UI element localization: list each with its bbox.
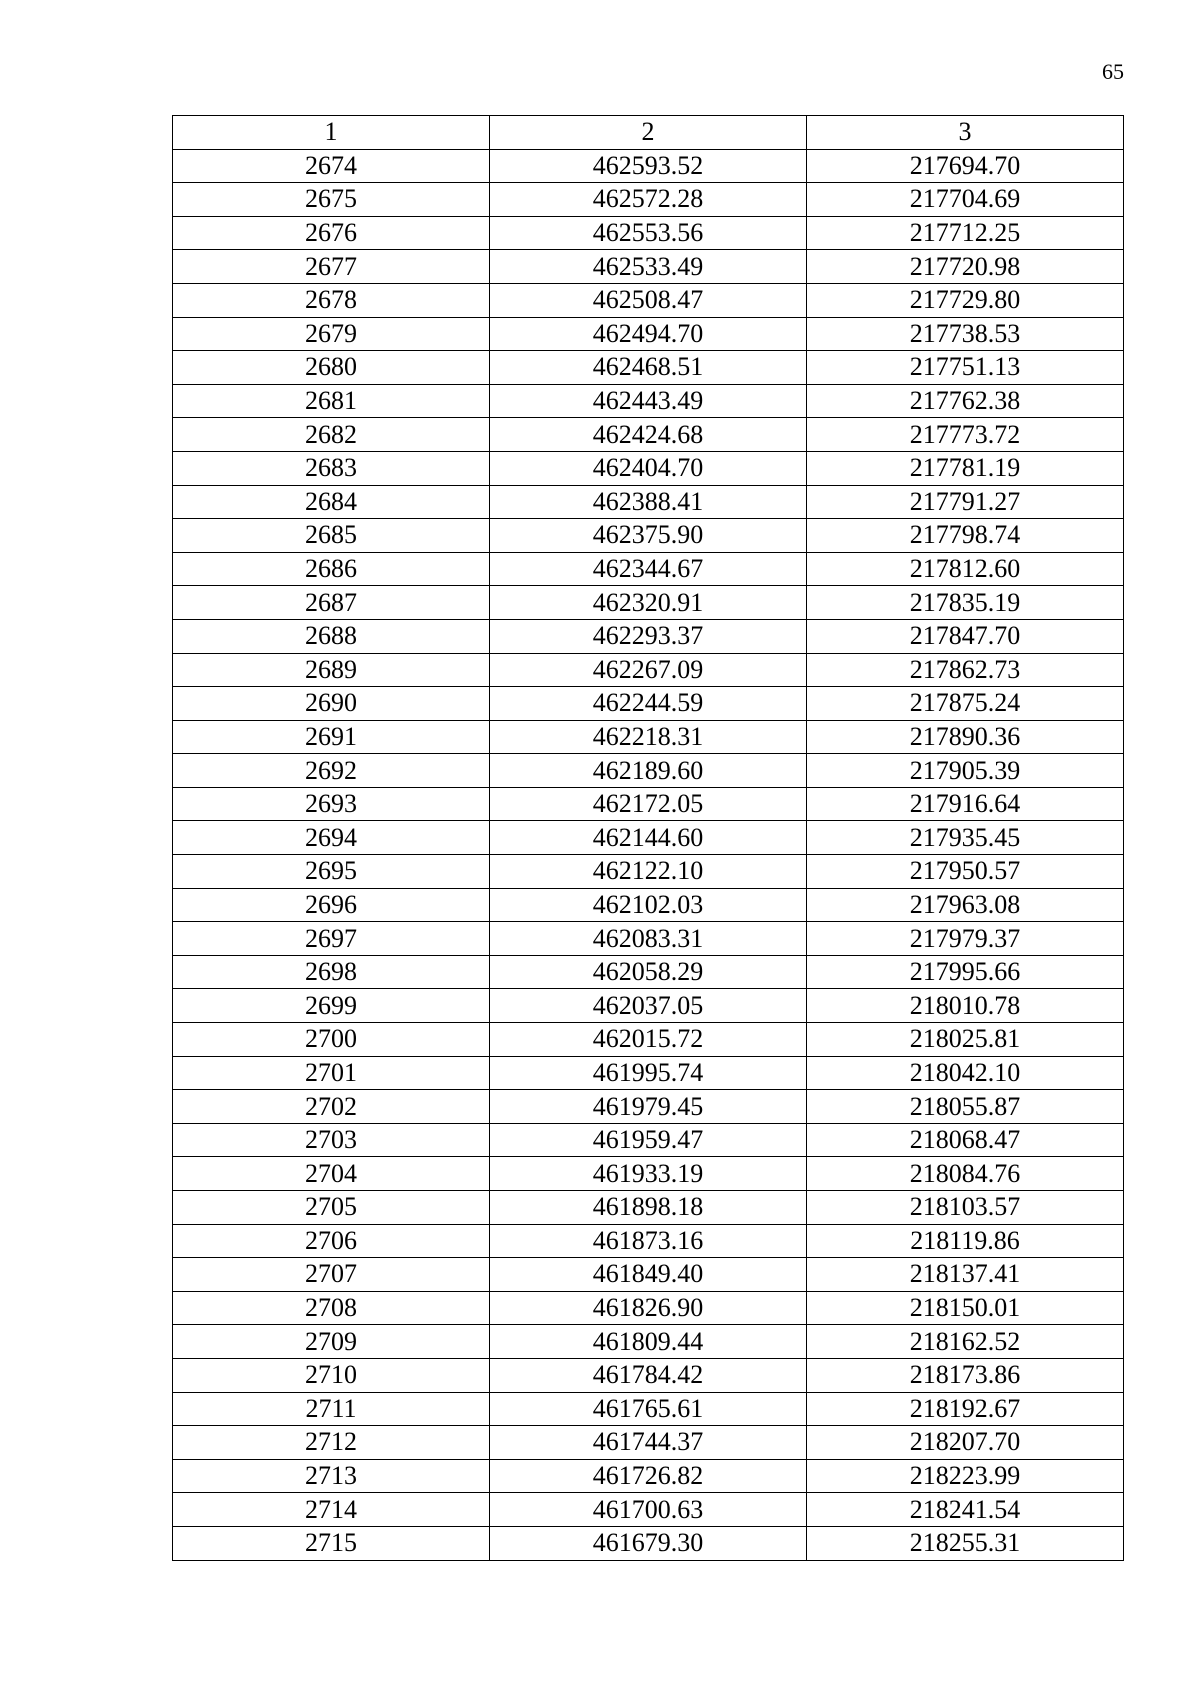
y-coordinate-cell: 218162.52 — [807, 1325, 1124, 1359]
point-number-cell: 2683 — [173, 451, 490, 485]
table-row — [173, 552, 1124, 586]
x-coordinate-cell: 461744.37 — [490, 1426, 807, 1460]
y-coordinate-cell: 217729.80 — [807, 283, 1124, 317]
x-coordinate-cell: 461809.44 — [490, 1325, 807, 1359]
x-coordinate-cell: 462443.49 — [490, 384, 807, 418]
x-coordinate-cell: 461995.74 — [490, 1056, 807, 1090]
point-number-cell: 2695 — [173, 855, 490, 889]
point-number-cell: 2705 — [173, 1191, 490, 1225]
y-coordinate-cell: 217694.70 — [807, 149, 1124, 183]
y-coordinate-cell: 217704.69 — [807, 183, 1124, 217]
table-row — [173, 955, 1124, 989]
table-row — [173, 283, 1124, 317]
x-coordinate-cell: 462572.28 — [490, 183, 807, 217]
table-row — [173, 586, 1124, 620]
x-coordinate-cell: 462593.52 — [490, 149, 807, 183]
table-row — [173, 1023, 1124, 1057]
table-row — [173, 1358, 1124, 1392]
point-number-cell: 2682 — [173, 418, 490, 452]
table-row — [173, 1459, 1124, 1493]
y-coordinate-cell: 218025.81 — [807, 1023, 1124, 1057]
x-coordinate-cell: 462375.90 — [490, 519, 807, 553]
table-row — [173, 1526, 1124, 1560]
x-coordinate-cell: 462344.67 — [490, 552, 807, 586]
y-coordinate-cell: 218137.41 — [807, 1258, 1124, 1292]
y-coordinate-cell: 217773.72 — [807, 418, 1124, 452]
point-number-cell: 2709 — [173, 1325, 490, 1359]
y-coordinate-cell: 217781.19 — [807, 451, 1124, 485]
table-row — [173, 485, 1124, 519]
table-row — [173, 1325, 1124, 1359]
point-number-cell: 2713 — [173, 1459, 490, 1493]
point-number-cell: 2711 — [173, 1392, 490, 1426]
table-header — [173, 116, 1124, 150]
y-coordinate-cell: 217751.13 — [807, 351, 1124, 385]
x-coordinate-cell: 462494.70 — [490, 317, 807, 351]
y-coordinate-cell: 217847.70 — [807, 619, 1124, 653]
header-row — [173, 116, 1124, 150]
point-number-cell: 2692 — [173, 754, 490, 788]
point-number-cell: 2681 — [173, 384, 490, 418]
column-header-2: 2 — [490, 116, 807, 150]
table-row — [173, 1493, 1124, 1527]
point-number-cell: 2677 — [173, 250, 490, 284]
table-row — [173, 687, 1124, 721]
y-coordinate-cell: 217935.45 — [807, 821, 1124, 855]
table-row — [173, 216, 1124, 250]
column-header-3: 3 — [807, 116, 1124, 150]
table-row — [173, 1090, 1124, 1124]
table-row — [173, 250, 1124, 284]
table-row — [173, 1056, 1124, 1090]
table-row — [173, 855, 1124, 889]
y-coordinate-cell: 217890.36 — [807, 720, 1124, 754]
table-row — [173, 1191, 1124, 1225]
point-number-cell: 2712 — [173, 1426, 490, 1460]
table-row — [173, 418, 1124, 452]
table-row — [173, 1291, 1124, 1325]
point-number-cell: 2706 — [173, 1224, 490, 1258]
point-number-cell: 2678 — [173, 283, 490, 317]
x-coordinate-cell: 462553.56 — [490, 216, 807, 250]
x-coordinate-cell: 462122.10 — [490, 855, 807, 889]
y-coordinate-cell: 217875.24 — [807, 687, 1124, 721]
x-coordinate-cell: 461784.42 — [490, 1358, 807, 1392]
point-number-cell: 2691 — [173, 720, 490, 754]
point-number-cell: 2689 — [173, 653, 490, 687]
table-row — [173, 149, 1124, 183]
y-coordinate-cell: 218207.70 — [807, 1426, 1124, 1460]
y-coordinate-cell: 218084.76 — [807, 1157, 1124, 1191]
coordinates-table — [172, 115, 1124, 1561]
table-row — [173, 1224, 1124, 1258]
y-coordinate-cell: 217950.57 — [807, 855, 1124, 889]
x-coordinate-cell: 461959.47 — [490, 1123, 807, 1157]
y-coordinate-cell: 218042.10 — [807, 1056, 1124, 1090]
table-row — [173, 821, 1124, 855]
table-row — [173, 183, 1124, 217]
y-coordinate-cell: 218010.78 — [807, 989, 1124, 1023]
y-coordinate-cell: 217791.27 — [807, 485, 1124, 519]
x-coordinate-cell: 461679.30 — [490, 1526, 807, 1560]
point-number-cell: 2714 — [173, 1493, 490, 1527]
point-number-cell: 2696 — [173, 888, 490, 922]
point-number-cell: 2685 — [173, 519, 490, 553]
table-row — [173, 787, 1124, 821]
point-number-cell: 2680 — [173, 351, 490, 385]
y-coordinate-cell: 218192.67 — [807, 1392, 1124, 1426]
y-coordinate-cell: 218223.99 — [807, 1459, 1124, 1493]
y-coordinate-cell: 217798.74 — [807, 519, 1124, 553]
table-row — [173, 451, 1124, 485]
y-coordinate-cell: 217812.60 — [807, 552, 1124, 586]
y-coordinate-cell: 218241.54 — [807, 1493, 1124, 1527]
y-coordinate-cell: 218119.86 — [807, 1224, 1124, 1258]
y-coordinate-cell: 217862.73 — [807, 653, 1124, 687]
table-row — [173, 1157, 1124, 1191]
x-coordinate-cell: 462404.70 — [490, 451, 807, 485]
x-coordinate-cell: 462244.59 — [490, 687, 807, 721]
point-number-cell: 2674 — [173, 149, 490, 183]
x-coordinate-cell: 462015.72 — [490, 1023, 807, 1057]
x-coordinate-cell: 462533.49 — [490, 250, 807, 284]
table-row — [173, 619, 1124, 653]
table-row — [173, 519, 1124, 553]
table-row — [173, 754, 1124, 788]
table-row — [173, 1123, 1124, 1157]
y-coordinate-cell: 217916.64 — [807, 787, 1124, 821]
point-number-cell: 2707 — [173, 1258, 490, 1292]
point-number-cell: 2704 — [173, 1157, 490, 1191]
x-coordinate-cell: 461849.40 — [490, 1258, 807, 1292]
x-coordinate-cell: 462083.31 — [490, 922, 807, 956]
x-coordinate-cell: 462102.03 — [490, 888, 807, 922]
x-coordinate-cell: 462388.41 — [490, 485, 807, 519]
y-coordinate-cell: 217762.38 — [807, 384, 1124, 418]
y-coordinate-cell: 218103.57 — [807, 1191, 1124, 1225]
y-coordinate-cell: 218255.31 — [807, 1526, 1124, 1560]
x-coordinate-cell: 462508.47 — [490, 283, 807, 317]
point-number-cell: 2710 — [173, 1358, 490, 1392]
x-coordinate-cell: 462218.31 — [490, 720, 807, 754]
point-number-cell: 2697 — [173, 922, 490, 956]
point-number-cell: 2700 — [173, 1023, 490, 1057]
x-coordinate-cell: 462468.51 — [490, 351, 807, 385]
x-coordinate-cell: 462144.60 — [490, 821, 807, 855]
x-coordinate-cell: 462189.60 — [490, 754, 807, 788]
point-number-cell: 2693 — [173, 787, 490, 821]
x-coordinate-cell: 462037.05 — [490, 989, 807, 1023]
y-coordinate-cell: 217720.98 — [807, 250, 1124, 284]
point-number-cell: 2687 — [173, 586, 490, 620]
y-coordinate-cell: 217835.19 — [807, 586, 1124, 620]
point-number-cell: 2679 — [173, 317, 490, 351]
y-coordinate-cell: 218068.47 — [807, 1123, 1124, 1157]
page-number: 65 — [1102, 59, 1124, 84]
table-row — [173, 1392, 1124, 1426]
y-coordinate-cell: 218150.01 — [807, 1291, 1124, 1325]
point-number-cell: 2703 — [173, 1123, 490, 1157]
table-row — [173, 351, 1124, 385]
x-coordinate-cell: 461873.16 — [490, 1224, 807, 1258]
table-row — [173, 922, 1124, 956]
point-number-cell: 2694 — [173, 821, 490, 855]
table-row — [173, 653, 1124, 687]
table-row — [173, 989, 1124, 1023]
point-number-cell: 2708 — [173, 1291, 490, 1325]
x-coordinate-cell: 462293.37 — [490, 619, 807, 653]
y-coordinate-cell: 218173.86 — [807, 1358, 1124, 1392]
x-coordinate-cell: 461765.61 — [490, 1392, 807, 1426]
point-number-cell: 2675 — [173, 183, 490, 217]
x-coordinate-cell: 461979.45 — [490, 1090, 807, 1124]
point-number-cell: 2688 — [173, 619, 490, 653]
y-coordinate-cell: 217712.25 — [807, 216, 1124, 250]
x-coordinate-cell: 462424.68 — [490, 418, 807, 452]
y-coordinate-cell: 217963.08 — [807, 888, 1124, 922]
table-row — [173, 317, 1124, 351]
y-coordinate-cell: 217738.53 — [807, 317, 1124, 351]
x-coordinate-cell: 462172.05 — [490, 787, 807, 821]
column-header-1: 1 — [173, 116, 490, 150]
point-number-cell: 2702 — [173, 1090, 490, 1124]
point-number-cell: 2686 — [173, 552, 490, 586]
y-coordinate-cell: 217905.39 — [807, 754, 1124, 788]
point-number-cell: 2701 — [173, 1056, 490, 1090]
point-number-cell: 2684 — [173, 485, 490, 519]
x-coordinate-cell: 462267.09 — [490, 653, 807, 687]
x-coordinate-cell: 461700.63 — [490, 1493, 807, 1527]
table-row — [173, 384, 1124, 418]
x-coordinate-cell: 462058.29 — [490, 955, 807, 989]
x-coordinate-cell: 461726.82 — [490, 1459, 807, 1493]
table-row — [173, 720, 1124, 754]
table-row — [173, 1258, 1124, 1292]
table-row — [173, 888, 1124, 922]
point-number-cell: 2690 — [173, 687, 490, 721]
x-coordinate-cell: 461826.90 — [490, 1291, 807, 1325]
table-row — [173, 1426, 1124, 1460]
point-number-cell: 2715 — [173, 1526, 490, 1560]
point-number-cell: 2699 — [173, 989, 490, 1023]
y-coordinate-cell: 217979.37 — [807, 922, 1124, 956]
point-number-cell: 2676 — [173, 216, 490, 250]
x-coordinate-cell: 461933.19 — [490, 1157, 807, 1191]
x-coordinate-cell: 461898.18 — [490, 1191, 807, 1225]
point-number-cell: 2698 — [173, 955, 490, 989]
table-body — [173, 149, 1124, 1560]
x-coordinate-cell: 462320.91 — [490, 586, 807, 620]
y-coordinate-cell: 218055.87 — [807, 1090, 1124, 1124]
y-coordinate-cell: 217995.66 — [807, 955, 1124, 989]
